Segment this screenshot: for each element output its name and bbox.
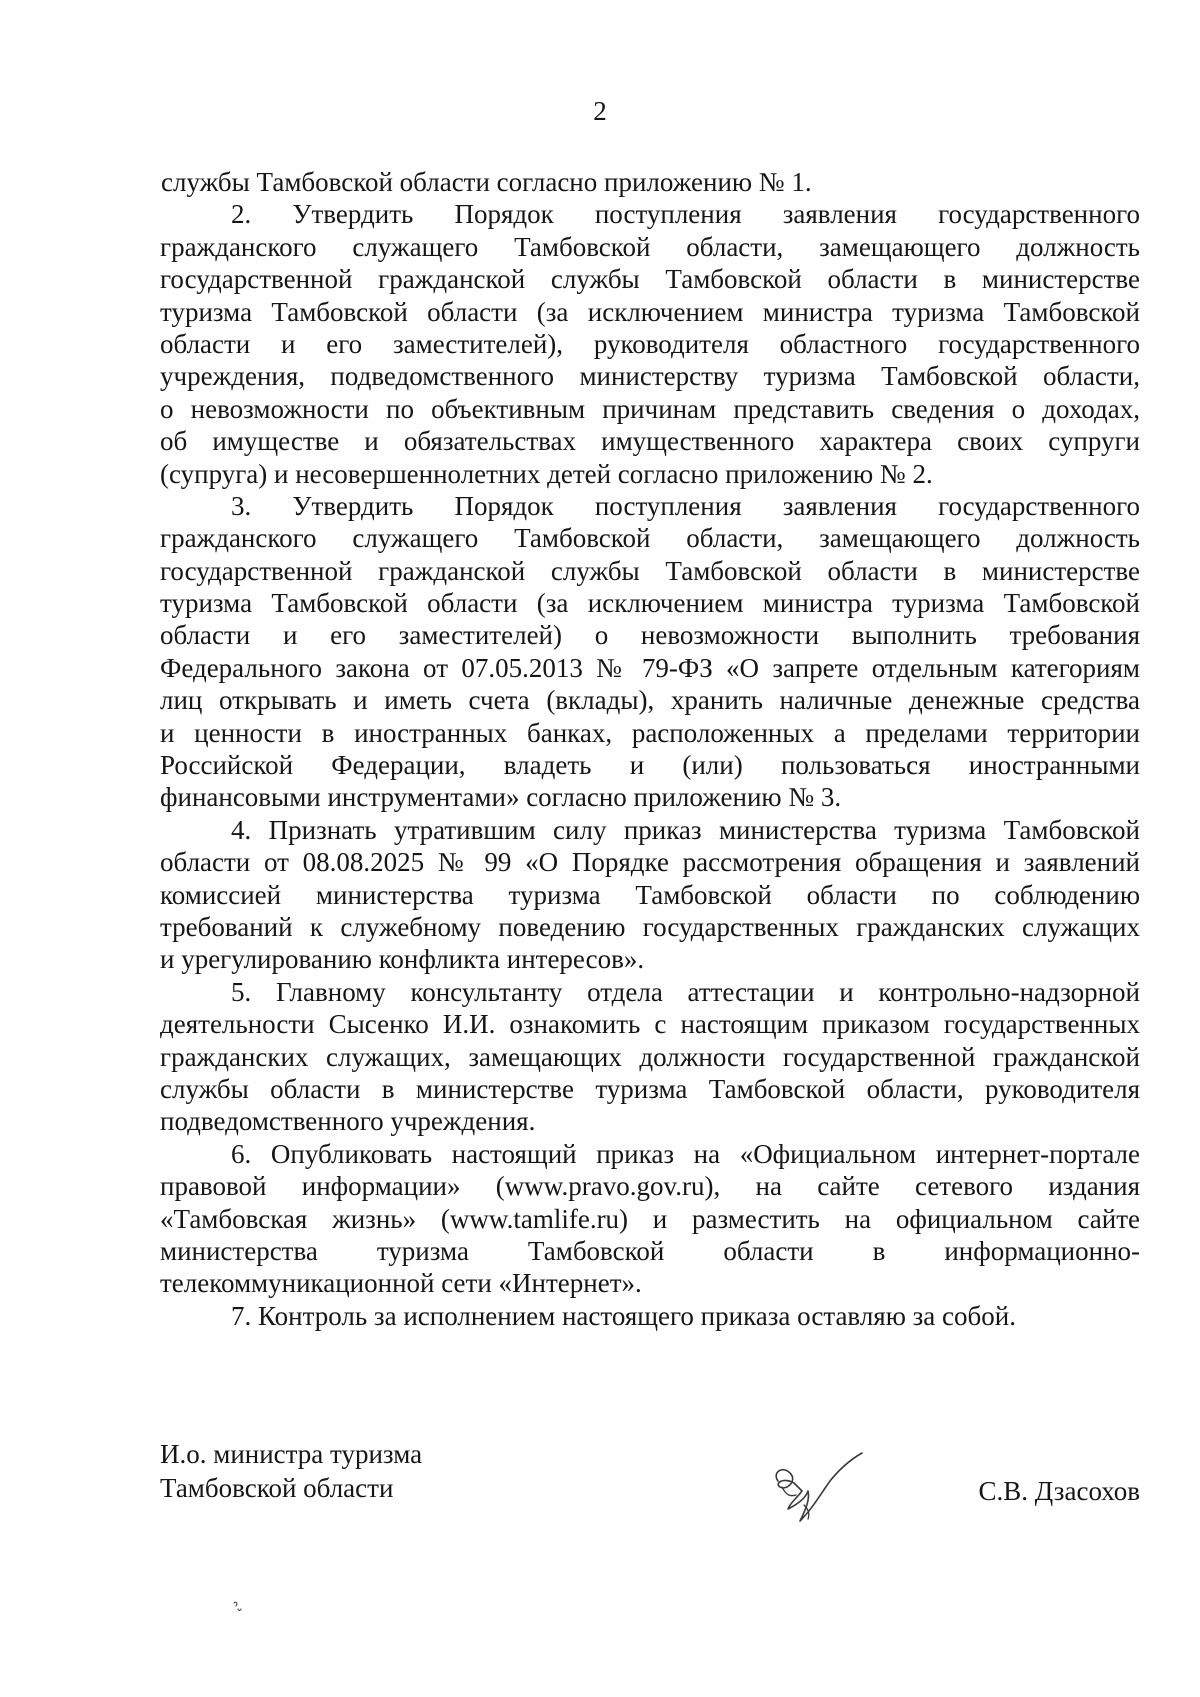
paragraph-6-line: 6. Опубликовать настоящий приказ на «Официальном интернет-портале [231, 1138, 1140, 1169]
paragraph-2-line: государственной гражданской службы Тамбовской области в министерстве [160, 264, 1140, 295]
paragraph-2-line: области и его заместителей), руководителя областного государственного [160, 328, 1140, 359]
paragraph-3-line: Российской Федерации, владеть и (или) пользоваться иностранными [160, 750, 1140, 781]
paragraph-3-line: туризма Тамбовской области (за исключением министра туризма Тамбовской [160, 588, 1140, 619]
handwritten-signature [760, 1447, 870, 1537]
paragraph-6-line: «Тамбовская жизнь» (www.tamlife.ru) и разместить на официальном сайте [160, 1203, 1140, 1234]
paragraph-5-line: 5. Главному консультанту отдела аттестации и контрольно-надзорной [231, 976, 1140, 1007]
scan-speck [228, 1597, 248, 1617]
paragraph-3-line: государственной гражданской службы Тамбовской области в министерстве [160, 555, 1140, 586]
paragraph-4-line: требований к служебному поведению государственных гражданских служащих [160, 911, 1140, 942]
paragraph-4-line: комиссией министерства туризма Тамбовской области по соблюдению [160, 879, 1140, 910]
paragraph-5-line: деятельности Сысенко И.И. ознакомить с настоящим приказом государственных [160, 1009, 1140, 1040]
paragraph-2-line: (супруга) и несовершеннолетних детей согласно приложению № 2. [160, 458, 933, 489]
paragraph-2-line: 2. Утвердить Порядок поступления заявления государственного [231, 199, 1140, 230]
paragraph-3-line: и ценности в иностранных банках, расположенных а пределами территории [160, 717, 1140, 748]
paragraph-7-line: 7. Контроль за исполнением настоящего приказа оставляю за собой. [231, 1300, 1016, 1331]
paragraph-3-line: гражданского служащего Тамбовской области, замещающего должность [160, 523, 1140, 554]
paragraph-2-line: учреждения, подведомственного министерству туризма Тамбовской области, [160, 361, 1140, 392]
page-number: 2 [593, 96, 607, 126]
paragraph-3-line: лиц открывать и иметь счета (вклады), хранить наличные денежные средства [160, 685, 1140, 716]
paragraph-5-line: подведомственного учреждения. [160, 1106, 536, 1137]
text-line: службы Тамбовской области согласно приложению № 1. [161, 167, 812, 197]
signatory-title-line: Тамбовской области [160, 1473, 394, 1503]
signatory-title [160, 1437, 422, 1505]
paragraph-3-line: финансовыми инструментами» согласно приложению № 3. [160, 782, 842, 813]
paragraph-4-line: и урегулированию конфликта интересов». [160, 944, 645, 975]
paragraph-2-line: гражданского служащего Тамбовской области, замещающего должность [160, 231, 1140, 262]
paragraph-4-line: 4. Признать утратившим силу приказ министерства туризма Тамбовской [231, 814, 1140, 845]
paragraph-2-line: туризма Тамбовской области (за исключением министра туризма Тамбовской [160, 296, 1140, 327]
paragraph-3-line: Федерального закона от 07.05.2013 № 79-ФЗ «О запрете отдельным категориям [160, 652, 1140, 683]
signature-block [160, 1437, 1140, 1557]
signatory-title-line: И.о. министра туризма [160, 1439, 423, 1469]
signatory-name: С.В. Дзасохов [978, 1476, 1140, 1506]
paragraph-4-line: области от 08.08.2025 № 99 «О Порядке рассмотрения обращения и заявлений [160, 847, 1140, 878]
paragraph-5-line: гражданских служащих, замещающих должности государственной гражданской [160, 1041, 1140, 1072]
paragraph-3-line: области и его заместителей) о невозможности выполнить требования [160, 620, 1140, 651]
paragraph-2-line: о невозможности по объективным причинам представить сведения о доходах, [160, 393, 1140, 424]
paragraph-6-line: правовой информации» (www.pravo.gov.ru), на сайте сетевого издания [160, 1171, 1140, 1202]
paragraph-6-line: министерства туризма Тамбовской области в информационно- [160, 1235, 1140, 1266]
paragraph-2-line: об имуществе и обязательствах имущественного характера своих супруги [160, 426, 1140, 457]
paragraph-6-line: телекоммуникационной сети «Интернет». [160, 1268, 642, 1299]
paragraph-3-line: 3. Утвердить Порядок поступления заявления государственного [231, 490, 1140, 521]
order-body-text [160, 166, 1140, 1332]
paragraph-5-line: службы области в министерстве туризма Тамбовской области, руководителя [160, 1073, 1140, 1104]
